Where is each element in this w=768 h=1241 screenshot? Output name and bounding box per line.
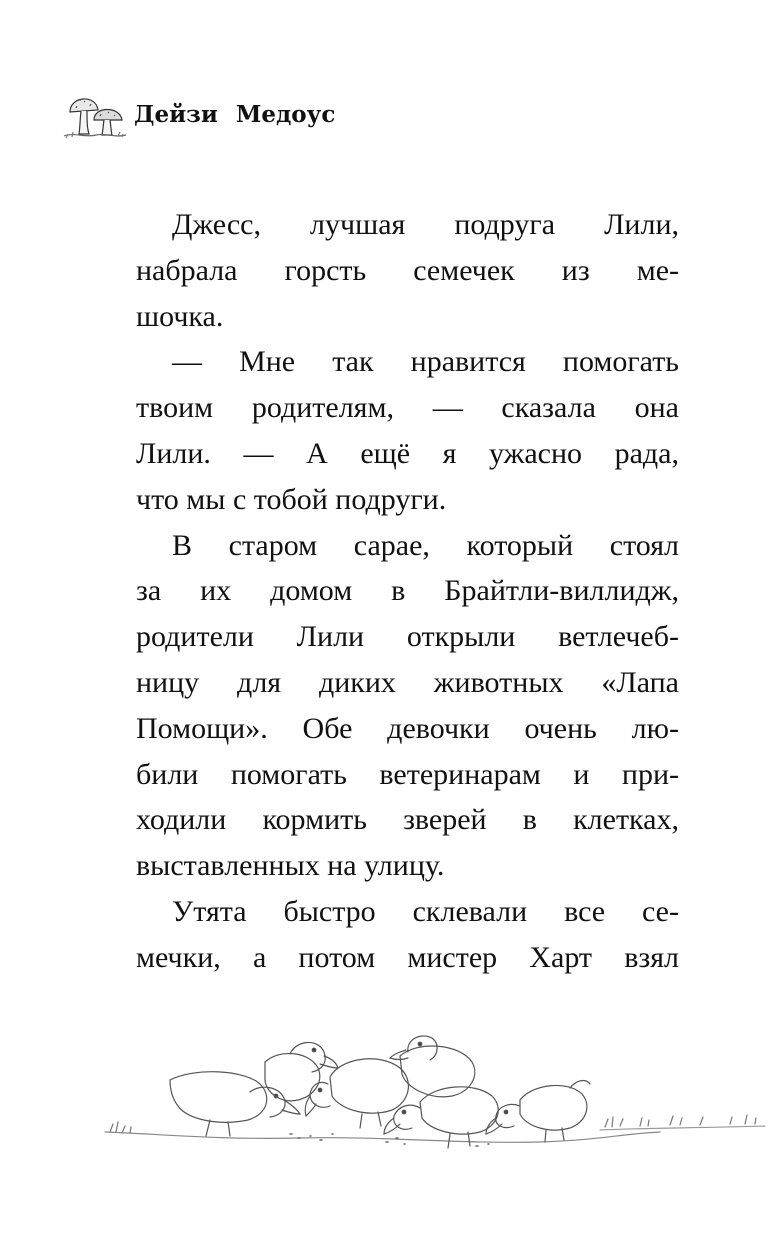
text-line: набрала горсть семечек из ме- xyxy=(136,253,679,287)
text-line: били помогать ветеринарам и при- xyxy=(136,757,679,791)
ducklings-eating-illustration xyxy=(100,1022,768,1182)
mushrooms-icon xyxy=(62,86,128,142)
text-line: В старом сарае, который стоял xyxy=(172,528,679,562)
text-line: мечки, а потом мистер Харт взял xyxy=(136,940,679,974)
text-line: за их домом в Брайтли-виллидж, xyxy=(136,574,679,608)
text-line: — Мне так нравится помогать xyxy=(172,345,679,379)
text-line: ходили кормить зверей в клетках, xyxy=(136,803,679,837)
text-line: Джесс, лучшая подруга Лили, xyxy=(172,208,679,241)
page-header xyxy=(62,84,335,144)
text-line: Лили. — А ещё я ужасно рада, xyxy=(136,436,679,470)
author-name: Дейзи Медоус xyxy=(134,100,336,128)
story-text xyxy=(136,202,679,981)
text-line: твоим родителям, — сказала она xyxy=(136,391,679,425)
text-line: родители Лили открыли ветлечеб- xyxy=(136,620,679,654)
text-line: шочка. xyxy=(136,299,224,333)
text-line: что мы с тобой подруги. xyxy=(136,482,447,516)
text-line: выставленных на улицу. xyxy=(136,849,445,883)
text-line: ницу для диких животных «Лапа xyxy=(136,665,679,699)
text-line: Утята быстро склевали все се- xyxy=(172,894,679,928)
text-line: Помощи». Обе девочки очень лю- xyxy=(136,711,679,745)
